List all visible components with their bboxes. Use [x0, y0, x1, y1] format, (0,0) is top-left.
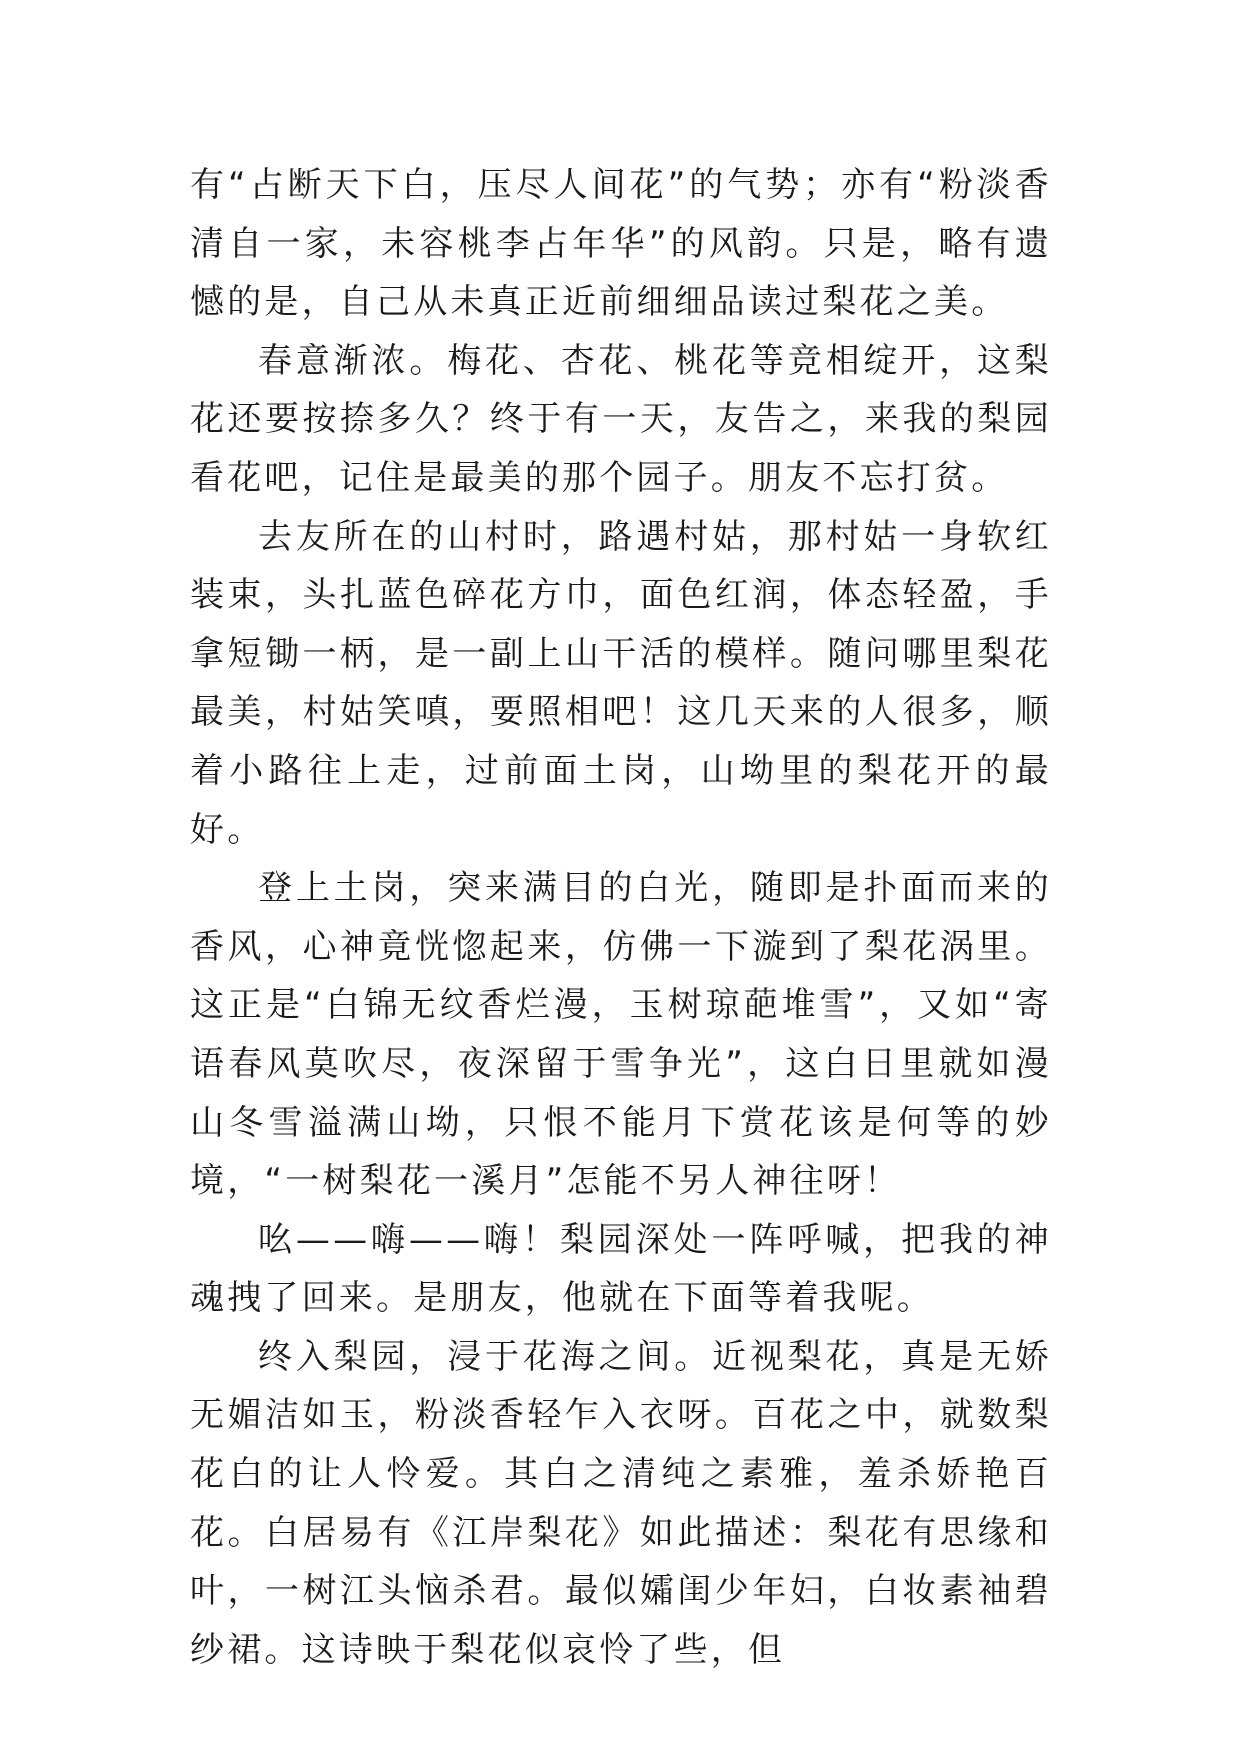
paragraph: 吆——嗨——嗨！梨园深处一阵呼喊，把我的神魂拽了回来。是朋友，他就在下面等着我呢。 — [190, 1219, 1052, 1319]
paragraph: 终入梨园，浸于花海之间。近视梨花，真是无娇无媚洁如玉，粉淡香轻乍入衣呀。百花之中，就数梨花白的让人怜爱。其白之清纯之素雅，羞杀娇艳百花。白居易有《江岸梨花》如此描述：梨花有思缘和叶，一树江头恼杀君。最似孀闺少年妇，白妆素袖碧纱裙。这诗映于梨花似哀怜了些，但 — [190, 1336, 1052, 1670]
paragraph: 春意渐浓。梅花、杏花、桃花等竞相绽开，这梨花还要按捺多久？终于有一天，友告之，来我的梨园看花吧，记住是最美的那个园子。朋友不忘打贫。 — [190, 340, 1052, 498]
paragraph: 有“占断天下白，压尽人间花”的气势；亦有“粉淡香清自一家，未容桃李占年华”的风韵。只是，略有遗憾的是，自己从未真正近前细细品读过梨花之美。 — [190, 165, 1052, 323]
document-body — [190, 156, 1052, 1679]
paragraph: 去友所在的山村时，路遇村姑，那村姑一身软红装束，头扎蓝色碎花方巾，面色红润，体态轻盈，手拿短锄一柄，是一副上山干活的模样。随问哪里梨花最美，村姑笑嗔，要照相吧！这几天来的人很多，顺着小路往上走，过前面土岗，山坳里的梨花开的最好。 — [190, 516, 1052, 850]
paragraph: 登上土岗，突来满目的白光，随即是扑面而来的香风，心神竟恍惚起来，仿佛一下漩到了梨花涡里。这正是“白锦无纹香烂漫，玉树琼葩堆雪”，又如“寄语春风莫吹尽，夜深留于雪争光”，这白日里就如漫山冬雪溢满山坳，只恨不能月下赏花该是何等的妙境，“一树梨花一溪月”怎能不另人神往呀！ — [190, 868, 1052, 1202]
